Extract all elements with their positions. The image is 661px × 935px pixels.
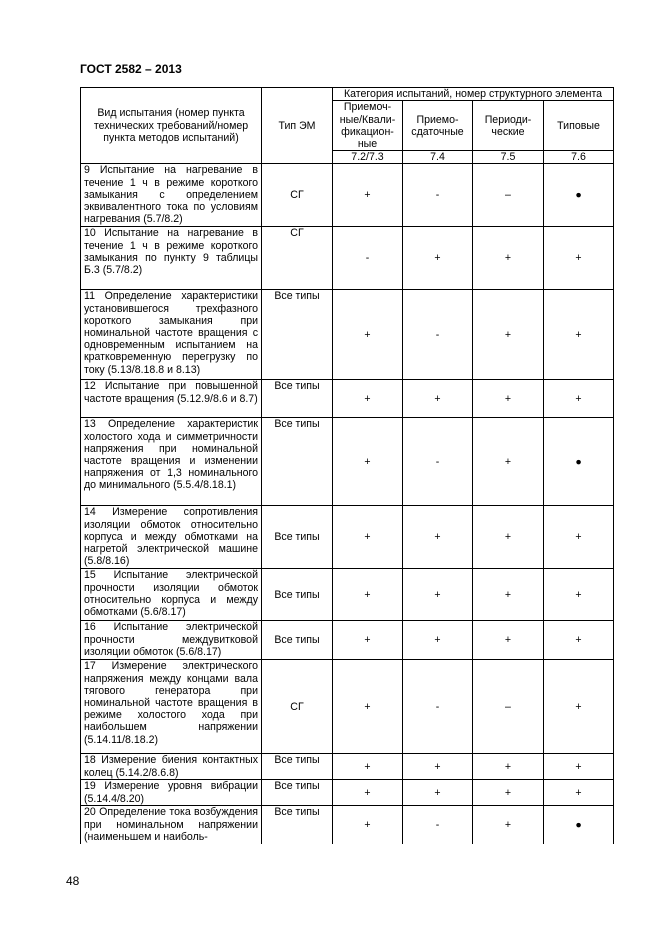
mark-cell: + [473, 380, 544, 418]
mark-cell: - [333, 227, 403, 290]
mark-cell: + [333, 621, 403, 660]
table-row [81, 164, 614, 227]
header-category-acceptance-qualification: Приемоч- ные/Квали- фикацион- ные [333, 101, 403, 151]
header-code: 7.2/7.3 [333, 151, 403, 164]
mark-cell: + [403, 380, 473, 418]
mark-cell: + [473, 569, 544, 621]
test-name: 13 Определение характеристик холостого хода и симметричности напряжения при номинальной частоте вращения и изменении напряжения от 1,3 номинального до минимального (5.5.4/8.18.1) [81, 418, 262, 506]
table-row [81, 780, 614, 806]
mark-cell: + [473, 754, 544, 780]
table-row [81, 227, 614, 290]
mark-cell: + [333, 754, 403, 780]
mark-cell: + [473, 621, 544, 660]
header-code: 7.4 [403, 151, 473, 164]
em-type: СГ [262, 164, 333, 227]
mark-cell: – [473, 660, 544, 754]
page-number: 48 [66, 874, 80, 888]
header-code: 7.6 [544, 151, 614, 164]
mark-cell: + [333, 806, 403, 844]
test-name: 20 Определение тока возбуждения при номинальном напряжении (наименьшем и наиболь- [81, 806, 262, 844]
em-type: Все типы [262, 621, 333, 660]
table-row [81, 621, 614, 660]
mark-cell: + [473, 506, 544, 569]
em-type: Все типы [262, 806, 333, 844]
header-category-group: Категория испытаний, номер структурного элемента [333, 88, 614, 101]
mark-cell: + [473, 418, 544, 506]
mark-cell: - [403, 290, 473, 380]
table-row [81, 290, 614, 380]
mark-cell: + [333, 780, 403, 806]
table-row [81, 754, 614, 780]
mark-cell: + [333, 380, 403, 418]
em-type: Все типы [262, 754, 333, 780]
mark-cell: + [403, 621, 473, 660]
table-row [81, 418, 614, 506]
mark-cell: + [403, 780, 473, 806]
test-name: 9 Испытание на нагревание в течение 1 ч в режиме короткого замыкания с определением эквивалентного тока по условиям нагревания (5.7/8.2) [81, 164, 262, 227]
mark-cell: + [544, 290, 614, 380]
table-row [81, 660, 614, 754]
mark-cell: + [544, 754, 614, 780]
test-name: 11 Определение характеристики установившегося трехфазного короткого замыкания при номинальной частоте вращения с одновременным испытанием на кратковременную перегрузку по току (5.13/8.18.8 и 8.13) [81, 290, 262, 380]
mark-cell: - [403, 164, 473, 227]
mark-cell: + [473, 290, 544, 380]
header-test-type: Вид испытания (номер пункта технических требований/номер пункта методов испытаний) [81, 88, 262, 164]
mark-cell: - [403, 418, 473, 506]
test-name: 18 Измерение биения контактных колец (5.14.2/8.6.8) [81, 754, 262, 780]
mark-cell: - [403, 806, 473, 844]
mark-cell: + [544, 227, 614, 290]
table-row [81, 506, 614, 569]
mark-cell: + [473, 780, 544, 806]
table-row [81, 569, 614, 621]
mark-cell: + [544, 660, 614, 754]
test-name: 14 Измерение сопротивления изоляции обмоток относительно корпуса и между обмотками на нагретой электрической машине (5.8/8.16) [81, 506, 262, 569]
mark-cell: + [544, 380, 614, 418]
em-type: Все типы [262, 290, 333, 380]
mark-cell: + [403, 506, 473, 569]
mark-cell: + [333, 660, 403, 754]
document-title: ГОСТ 2582 – 2013 [80, 62, 182, 76]
test-name: 15 Испытание электрической прочности изоляции обмоток относительно корпуса и между обмотками (5.6/8.17) [81, 569, 262, 621]
test-name: 17 Измерение электрического напряжения между концами вала тягового генератора при номинальной частоте вращения в режиме холостого хода при наибольшем напряжении (5.14.11/8.18.2) [81, 660, 262, 754]
mark-cell: + [333, 290, 403, 380]
header-category-delivery: Приемо- сдаточные [403, 101, 473, 151]
test-name: 16 Испытание электрической прочности междувитковой изоляции обмоток (5.6/8.17) [81, 621, 262, 660]
mark-cell: ● [544, 418, 614, 506]
mark-cell: + [544, 780, 614, 806]
mark-cell: ● [544, 164, 614, 227]
mark-cell: + [544, 569, 614, 621]
mark-cell: + [333, 164, 403, 227]
test-category-table [80, 87, 614, 844]
mark-cell: + [544, 506, 614, 569]
em-type: СГ [262, 227, 333, 290]
test-name: 19 Измерение уровня вибрации (5.14.4/8.20) [81, 780, 262, 806]
table-row [81, 806, 614, 844]
mark-cell: + [544, 621, 614, 660]
mark-cell: + [403, 754, 473, 780]
em-type: Все типы [262, 418, 333, 506]
em-type: Все типы [262, 569, 333, 621]
mark-cell: – [473, 164, 544, 227]
header-code: 7.5 [473, 151, 544, 164]
em-type: Все типы [262, 506, 333, 569]
test-name: 10 Испытание на нагревание в течение 1 ч в режиме короткого замыкания по пункту 9 таблицы Б.3 (5.7/8.2) [81, 227, 262, 290]
header-category-type: Типовые [544, 101, 614, 151]
mark-cell: - [403, 660, 473, 754]
mark-cell: + [473, 806, 544, 844]
em-type: Все типы [262, 380, 333, 418]
mark-cell: + [333, 418, 403, 506]
em-type: СГ [262, 660, 333, 754]
mark-cell: + [403, 569, 473, 621]
table-row [81, 380, 614, 418]
mark-cell: + [333, 506, 403, 569]
test-name: 12 Испытание при повышенной частоте вращения (5.12.9/8.6 и 8.7) [81, 380, 262, 418]
header-em-type: Тип ЭМ [262, 88, 333, 164]
mark-cell: ● [544, 806, 614, 844]
em-type: Все типы [262, 780, 333, 806]
mark-cell: + [403, 227, 473, 290]
mark-cell: + [473, 227, 544, 290]
header-category-periodic: Периоди- ческие [473, 101, 544, 151]
mark-cell: + [333, 569, 403, 621]
